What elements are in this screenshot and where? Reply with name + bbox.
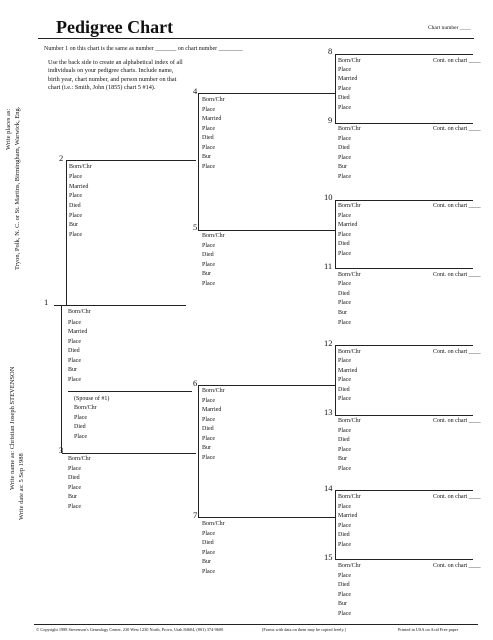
spouse-born-place[interactable]: Place [74,415,87,421]
p11-born-place[interactable]: Place [338,281,351,287]
p3-bur[interactable]: Bur [68,494,77,500]
p2-bur[interactable]: Bur [69,222,78,228]
p11-born[interactable]: Born/Chr [338,272,361,278]
bracket-6 [198,385,199,517]
p13-died-place[interactable]: Place [338,447,351,453]
p4-born[interactable]: Born/Chr [202,97,225,103]
p11-bur[interactable]: Bur [338,310,347,316]
person-number-12: 12 [324,338,333,348]
p4-died-place[interactable]: Place [202,145,215,151]
name-line-1[interactable] [54,305,186,306]
name-line-4[interactable] [198,93,336,94]
p8-married[interactable]: Married [338,76,358,82]
person-number-5: 5 [193,222,198,232]
person-number-2: 2 [59,153,64,163]
p7-died[interactable]: Died [202,540,214,546]
p12-born-place[interactable]: Place [338,358,351,364]
spouse-label: (Spouse of #1) [74,396,110,402]
person-number-11: 11 [324,261,333,271]
p7-died-place[interactable]: Place [202,550,215,556]
p14-married[interactable]: Married [338,513,358,519]
person-number-8: 8 [328,46,333,56]
p4-married[interactable]: Married [202,116,222,122]
person-number-4: 4 [193,86,198,96]
p3-born[interactable]: Born/Chr [68,456,91,462]
p3-bur-place[interactable]: Place [68,504,81,510]
p10-cont[interactable]: Cont. on chart ____ [433,203,481,209]
name-line-14[interactable] [335,490,473,491]
p5-died[interactable]: Died [202,252,214,258]
p15-died-place[interactable]: Place [338,592,351,598]
p6-born[interactable]: Born/Chr [202,388,225,394]
p7-born-place[interactable]: Place [202,531,215,537]
p5-bur[interactable]: Bur [202,271,211,277]
bracket-2 [66,160,67,305]
person-number-14: 14 [324,483,333,493]
person-number-3: 3 [59,445,64,455]
p2-bur-place[interactable]: Place [69,232,82,238]
p14-died[interactable]: Died [338,532,350,538]
p11-cont[interactable]: Cont. on chart ____ [433,272,481,278]
bracket-8-9 [335,54,336,123]
p7-bur-place[interactable]: Place [202,569,215,575]
person-number-6: 6 [193,378,198,388]
p2-married-place[interactable]: Place [69,193,82,199]
p6-married-place[interactable]: Place [202,417,215,423]
p15-died[interactable]: Died [338,582,350,588]
name-line-6[interactable] [198,385,336,386]
footer-rule [34,624,478,625]
p15-born[interactable]: Born/Chr [338,563,361,569]
bracket-12-13 [335,345,336,415]
p13-born-place[interactable]: Place [338,428,351,434]
p5-born-place[interactable]: Place [202,243,215,249]
person-number-1: 1 [44,297,49,307]
p13-bur[interactable]: Bur [338,456,347,462]
p13-cont[interactable]: Cont. on chart ____ [433,418,481,424]
p1-died-place[interactable]: Place [68,358,81,364]
p7-born[interactable]: Born/Chr [202,521,225,527]
name-line-15[interactable] [335,559,473,560]
p9-bur-place[interactable]: Place [338,174,351,180]
p9-bur[interactable]: Bur [338,164,347,170]
p7-bur[interactable]: Bur [202,559,211,565]
p12-cont[interactable]: Cont. on chart ____ [433,349,481,355]
side-places-line2: Tryon, Polk, N. C. or St. Martins, Birmingham, Warwick, Eng. [14,106,21,270]
p8-died[interactable]: Died [338,95,350,101]
footer-copyright: © Copyright 1988 Stevenson's Genealogy Center, 230 West 1230 North, Provo, Utah 84604, (801) 374-9600 [36,627,224,632]
p2-died-place[interactable]: Place [69,213,82,219]
p15-cont[interactable]: Cont. on chart ____ [433,563,481,569]
name-line-2[interactable] [66,160,196,161]
name-line-9[interactable] [335,123,473,124]
name-line-3[interactable] [62,453,196,454]
p1-bur[interactable]: Bur [68,367,77,373]
p10-born[interactable]: Born/Chr [338,203,361,209]
spouse-born[interactable]: Born/Chr [74,405,97,411]
p4-bur[interactable]: Bur [202,154,211,160]
p10-born-place[interactable]: Place [338,213,351,219]
spouse-died[interactable]: Died [74,424,86,430]
p4-married-place[interactable]: Place [202,126,215,132]
person-number-15: 15 [324,552,333,562]
bracket-4 [198,93,199,230]
p12-born[interactable]: Born/Chr [338,349,361,355]
p14-married-place[interactable]: Place [338,523,351,529]
p4-born-place[interactable]: Place [202,107,215,113]
p6-died-place[interactable]: Place [202,436,215,442]
p3-died[interactable]: Died [68,475,80,481]
p13-died[interactable]: Died [338,437,350,443]
p12-died-place[interactable]: Place [338,396,351,402]
number1-note: Number 1 on this chart is the same as number _______ on chart number ________ [44,46,243,52]
p10-died-place[interactable]: Place [338,251,351,257]
p9-born-place[interactable]: Place [338,136,351,142]
p5-died-place[interactable]: Place [202,262,215,268]
p14-born[interactable]: Born/Chr [338,494,361,500]
p12-married-place[interactable]: Place [338,377,351,383]
title-rule [38,38,474,39]
p2-born-place[interactable]: Place [69,174,82,180]
side-places-line1: Write places as: [5,108,12,150]
side-name-line1: Write name as: Christian Joseph STEVENSON [9,366,16,490]
p15-bur[interactable]: Bur [338,601,347,607]
p1-died[interactable]: Died [68,348,80,354]
p3-born-place[interactable]: Place [68,466,81,472]
p10-died[interactable]: Died [338,241,350,247]
p9-died[interactable]: Died [338,145,350,151]
p5-bur-place[interactable]: Place [202,281,215,287]
spouse-died-place[interactable]: Place [74,434,87,440]
p8-cont[interactable]: Cont. on chart ____ [433,58,481,64]
person-number-7: 7 [193,510,198,520]
p1-married[interactable]: Married [68,329,88,335]
footer-paper-note: Printed in USA on Acid Free paper [398,627,459,632]
p13-bur-place[interactable]: Place [338,466,351,472]
p10-married[interactable]: Married [338,222,358,228]
footer-copy-note: [Forms with data on them may be copied freely.] [262,627,346,632]
name-line-5[interactable] [198,230,336,231]
p8-born-place[interactable]: Place [338,67,351,73]
p9-died-place[interactable]: Place [338,155,351,161]
p6-bur[interactable]: Bur [202,445,211,451]
name-line-10[interactable] [335,200,473,201]
name-line-12[interactable] [335,345,473,346]
person-number-10: 10 [324,192,333,202]
p15-bur-place[interactable]: Place [338,611,351,617]
p12-married[interactable]: Married [338,368,358,374]
p1-married-place[interactable]: Place [68,339,81,345]
p1-born[interactable]: Born/Chr [68,309,91,315]
p14-died-place[interactable]: Place [338,542,351,548]
p1-born-place[interactable]: Place [68,320,81,326]
p6-born-place[interactable]: Place [202,398,215,404]
page-title: Pedigree Chart [56,17,174,37]
p3-died-place[interactable]: Place [68,485,81,491]
side-name-line2: Write date as: 5 Sep 1988 [18,453,25,520]
p9-born[interactable]: Born/Chr [338,126,361,132]
p8-died-place[interactable]: Place [338,105,351,111]
bracket-14-15 [335,490,336,559]
p2-married[interactable]: Married [69,184,89,190]
p8-born[interactable]: Born/Chr [338,58,361,64]
instructions: Use the back side to create an alphabetical index of all individuals on your pedigree charts. Include name, birth year, chart number, and person number on that chart (i.e.: Smith, John (1855) chart 5 #14). [48,59,183,91]
p12-died[interactable]: Died [338,387,350,393]
p11-bur-place[interactable]: Place [338,320,351,326]
p4-bur-place[interactable]: Place [202,164,215,170]
p2-died[interactable]: Died [69,203,81,209]
bracket-10-11 [335,200,336,268]
p4-died[interactable]: Died [202,135,214,141]
p6-died[interactable]: Died [202,426,214,432]
p14-cont[interactable]: Cont. on chart ____ [433,494,481,500]
p6-bur-place[interactable]: Place [202,455,215,461]
p11-died[interactable]: Died [338,291,350,297]
name-line-8[interactable] [335,54,473,55]
person-number-9: 9 [328,115,333,125]
person-number-13: 13 [324,407,333,417]
name-line-7[interactable] [198,517,336,518]
name-line-11[interactable] [335,268,473,269]
p8-married-place[interactable]: Place [338,86,351,92]
p9-cont[interactable]: Cont. on chart ____ [433,126,481,132]
p11-died-place[interactable]: Place [338,300,351,306]
p6-married[interactable]: Married [202,407,222,413]
p14-born-place[interactable]: Place [338,504,351,510]
p2-born[interactable]: Born/Chr [69,164,92,170]
p13-born[interactable]: Born/Chr [338,418,361,424]
bracket-1 [61,305,62,453]
p10-married-place[interactable]: Place [338,232,351,238]
p15-born-place[interactable]: Place [338,573,351,579]
p5-born[interactable]: Born/Chr [202,233,225,239]
spouse-line[interactable] [68,391,192,392]
name-line-13[interactable] [335,415,473,416]
p1-bur-place[interactable]: Place [68,377,81,383]
chart-number-label: Chart number ____ [428,25,471,31]
